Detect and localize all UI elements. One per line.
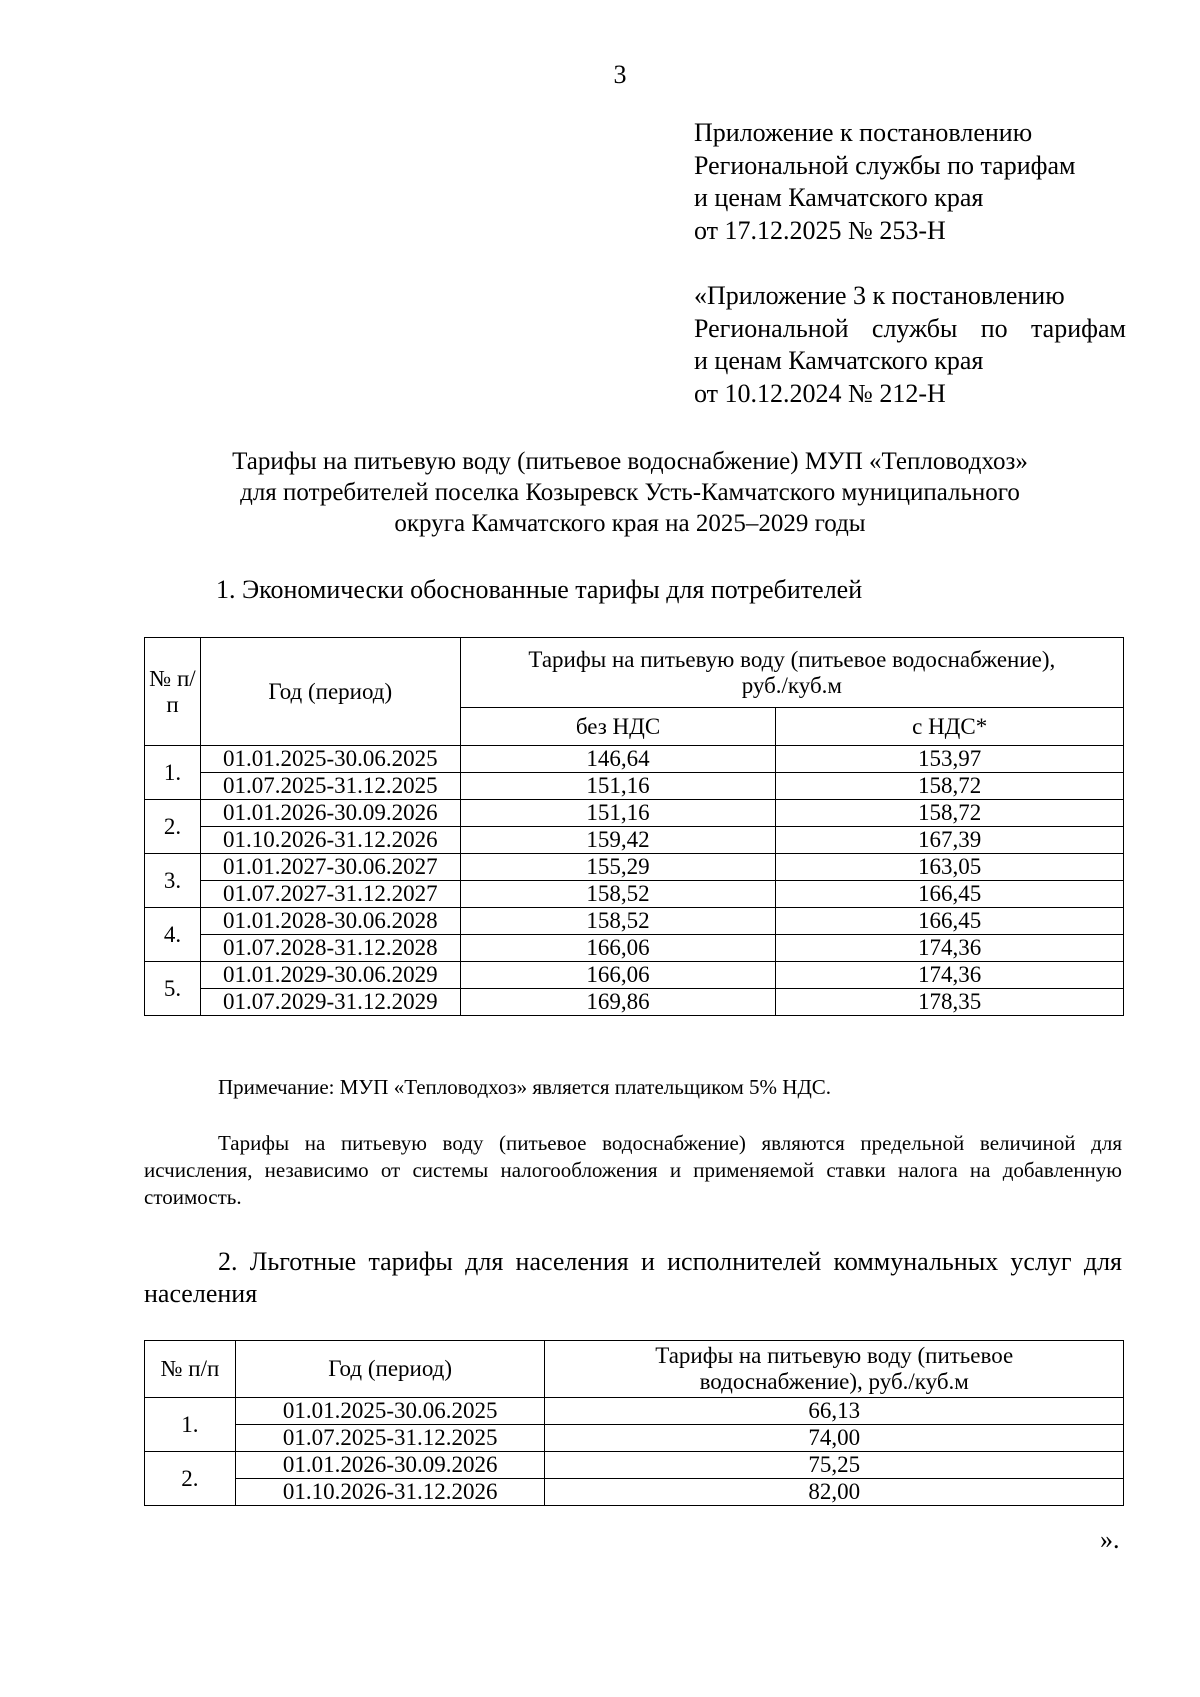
tariff-cell: 75,25 xyxy=(545,1452,1124,1479)
tariff-no-vat-cell: 151,16 xyxy=(460,773,776,800)
tariff-no-vat-cell: 166,06 xyxy=(460,962,776,989)
period-cell: 01.07.2029-31.12.2029 xyxy=(200,989,460,1016)
tariff-no-vat-cell: 159,42 xyxy=(460,827,776,854)
header-period: Год (период) xyxy=(235,1341,545,1398)
tariff-no-vat-cell: 166,06 xyxy=(460,935,776,962)
paragraph: Тарифы на питьевую воду (питьевое водоснабжение) являются предельной величиной для исчисления, независимо от системы налогообложения и применяемой ставки налога на добавленную стоимость. xyxy=(144,1131,1122,1209)
row-number: 2. xyxy=(145,1452,236,1506)
table-row xyxy=(145,1452,1124,1479)
tariff-with-vat-cell: 158,72 xyxy=(776,800,1124,827)
period-cell: 01.01.2027-30.06.2027 xyxy=(200,854,460,881)
header-tariff: Тарифы на питьевую воду (питьевое водоснабжение), руб./куб.м xyxy=(460,638,1123,708)
row-number: 2. xyxy=(145,800,201,854)
appendix-header xyxy=(694,117,1114,247)
appendix-line-justified xyxy=(694,313,1126,346)
table-row xyxy=(145,935,1124,962)
period-cell: 01.01.2029-30.06.2029 xyxy=(200,962,460,989)
tariff-with-vat-cell: 163,05 xyxy=(776,854,1124,881)
note: Примечание: МУП «Тепловодхоз» является плательщиком 5% НДС. xyxy=(218,1075,832,1099)
appendix-word: Региональной xyxy=(694,313,849,343)
header-with-vat: с НДС* xyxy=(776,708,1124,746)
tariff-with-vat-cell: 166,45 xyxy=(776,881,1124,908)
page-number: 3 xyxy=(613,60,627,89)
title-line: Тарифы на питьевую воду (питьевое водоснабжение) МУП «Тепловодхоз» xyxy=(232,448,1028,475)
header-num: № п/п xyxy=(145,638,201,746)
table-row xyxy=(145,800,1124,827)
period-cell: 01.01.2026-30.09.2026 xyxy=(200,800,460,827)
tariff-table-preferential xyxy=(144,1340,1124,1506)
section1-heading: 1. Экономически обоснованные тарифы для потребителей xyxy=(216,575,863,604)
appendix-word: службы xyxy=(871,313,958,343)
appendix-word: тарифам xyxy=(1030,313,1126,343)
tariff-no-vat-cell: 169,86 xyxy=(460,989,776,1016)
table-row xyxy=(145,1398,1124,1425)
table-row xyxy=(145,1479,1124,1506)
table-row xyxy=(145,773,1124,800)
row-number: 1. xyxy=(145,746,201,800)
table-row xyxy=(145,746,1124,773)
period-cell: 01.07.2027-31.12.2027 xyxy=(200,881,460,908)
tariff-with-vat-cell: 178,35 xyxy=(776,989,1124,1016)
tariff-with-vat-cell: 166,45 xyxy=(776,908,1124,935)
row-number: 4. xyxy=(145,908,201,962)
period-cell: 01.01.2026-30.09.2026 xyxy=(235,1452,545,1479)
appendix-line: и ценам Камчатского края xyxy=(694,346,984,375)
table-row xyxy=(145,962,1124,989)
appendix-line: и ценам Камчатского края xyxy=(694,183,984,212)
table-row xyxy=(145,881,1124,908)
header-num: № п/п xyxy=(145,1341,236,1398)
title-line: округа Камчатского края на 2025–2029 годы xyxy=(394,510,866,537)
appendix-line: Региональной службы по тарифам xyxy=(694,150,1076,180)
appendix-word: по xyxy=(980,313,1008,343)
tariff-cell: 82,00 xyxy=(545,1479,1124,1506)
period-cell: 01.01.2025-30.06.2025 xyxy=(200,746,460,773)
header-period: Год (период) xyxy=(200,638,460,746)
table-row xyxy=(145,827,1124,854)
period-cell: 01.10.2026-31.12.2026 xyxy=(200,827,460,854)
row-number: 3. xyxy=(145,854,201,908)
tariff-with-vat-cell: 153,97 xyxy=(776,746,1124,773)
tariff-with-vat-cell: 158,72 xyxy=(776,773,1124,800)
tariff-no-vat-cell: 155,29 xyxy=(460,854,776,881)
tariff-no-vat-cell: 151,16 xyxy=(460,800,776,827)
period-cell: 01.10.2026-31.12.2026 xyxy=(235,1479,545,1506)
row-number: 5. xyxy=(145,962,201,1016)
period-cell: 01.07.2028-31.12.2028 xyxy=(200,935,460,962)
period-cell: 01.07.2025-31.12.2025 xyxy=(235,1425,545,1452)
header-no-vat: без НДС xyxy=(460,708,776,746)
tariff-no-vat-cell: 158,52 xyxy=(460,908,776,935)
period-cell: 01.01.2028-30.06.2028 xyxy=(200,908,460,935)
table-row xyxy=(145,854,1124,881)
table-row xyxy=(145,989,1124,1016)
tariff-table-economic xyxy=(144,637,1124,1016)
quoted-appendix-header xyxy=(694,280,1126,410)
row-number: 1. xyxy=(145,1398,236,1452)
appendix-line: от 10.12.2024 № 212-Н xyxy=(694,378,946,408)
section2-heading: 2. Льготные тарифы для населения и исполнителей коммунальных услуг для населения xyxy=(144,1247,1122,1308)
tariff-cell: 66,13 xyxy=(545,1398,1124,1425)
table-row xyxy=(145,1425,1124,1452)
tariff-with-vat-cell: 174,36 xyxy=(776,935,1124,962)
period-cell: 01.07.2025-31.12.2025 xyxy=(200,773,460,800)
closing-quote: ». xyxy=(1100,1525,1120,1554)
tariff-with-vat-cell: 174,36 xyxy=(776,962,1124,989)
tariff-no-vat-cell: 158,52 xyxy=(460,881,776,908)
title-line: для потребителей поселка Козыревск Усть-Камчатского муниципального xyxy=(240,479,1020,506)
period-cell: 01.01.2025-30.06.2025 xyxy=(235,1398,545,1425)
header-tariff: Тарифы на питьевую воду (питьевое водоснабжение), руб./куб.м xyxy=(545,1341,1124,1398)
tariff-with-vat-cell: 167,39 xyxy=(776,827,1124,854)
appendix-line: от 17.12.2025 № 253-Н xyxy=(694,215,946,245)
document-title xyxy=(140,446,1120,539)
appendix-line: «Приложение 3 к постановлению xyxy=(694,281,1065,310)
tariff-no-vat-cell: 146,64 xyxy=(460,746,776,773)
tariff-cell: 74,00 xyxy=(545,1425,1124,1452)
table-row xyxy=(145,908,1124,935)
appendix-line: Приложение к постановлению xyxy=(694,118,1033,147)
